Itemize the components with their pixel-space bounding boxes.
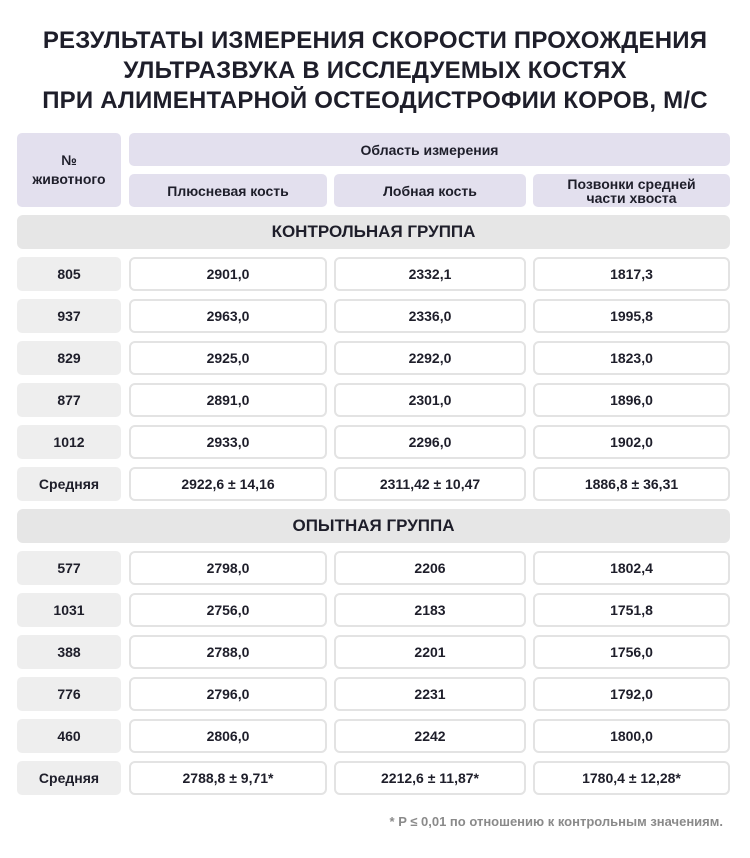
header-col-metatarsal-label: Плюсневая кость xyxy=(167,182,289,199)
header-col-metatarsal xyxy=(129,174,327,207)
header-col-tail-vertebrae xyxy=(533,174,730,207)
cell-tail-vertebrae-value: 1817,3 xyxy=(610,266,653,282)
header-measurement-area-label: Область измерения xyxy=(360,141,499,158)
cell-metatarsal-value: 2806,0 xyxy=(206,728,250,744)
row-label-value: 829 xyxy=(57,350,81,366)
cell-frontal xyxy=(334,341,526,375)
cell-metatarsal xyxy=(129,257,327,291)
cell-tail-vertebrae xyxy=(533,719,730,753)
cell-frontal-value: 2292,0 xyxy=(408,350,452,366)
cell-metatarsal xyxy=(129,719,327,753)
cell-tail-vertebrae xyxy=(533,425,730,459)
header-col-tail-line1: Позвонки средней xyxy=(567,175,696,192)
cell-tail-vertebrae-value: 1902,0 xyxy=(610,434,653,450)
row-label xyxy=(17,593,121,627)
header-animal-number-line1: № xyxy=(61,152,77,168)
row-label xyxy=(17,257,121,291)
cell-frontal xyxy=(334,719,526,753)
cell-metatarsal-value: 2901,0 xyxy=(206,266,250,282)
row-label-value: 877 xyxy=(57,392,81,408)
cell-tail-vertebrae-value: 1995,8 xyxy=(610,308,653,324)
row-label-value: 577 xyxy=(57,560,81,576)
cell-frontal xyxy=(334,551,526,585)
page-title xyxy=(0,26,750,116)
cell-metatarsal-value: 2925,0 xyxy=(206,350,250,366)
row-label-value: 937 xyxy=(57,308,81,324)
row-label-value: Средняя xyxy=(38,770,100,786)
cell-frontal xyxy=(334,425,526,459)
header-animal-number xyxy=(17,133,121,207)
cell-frontal-value: 2201 xyxy=(414,644,446,660)
cell-frontal-value: 2206 xyxy=(414,560,446,576)
cell-metatarsal-value: 2891,0 xyxy=(206,392,250,408)
cell-tail-vertebrae xyxy=(533,383,730,417)
row-label-value: 776 xyxy=(57,686,81,702)
footnote: * P ≤ 0,01 по отношению к контрольным значениям. xyxy=(389,814,723,829)
header-col-tail-line2: части хвоста xyxy=(586,189,677,206)
cell-tail-vertebrae xyxy=(533,593,730,627)
cell-tail-vertebrae xyxy=(533,761,730,795)
cell-frontal xyxy=(334,257,526,291)
row-label-value: Средняя xyxy=(38,476,100,492)
header-col-frontal-label: Лобная кость xyxy=(383,182,477,199)
cell-metatarsal-value: 2922,6 ± 14,16 xyxy=(181,476,275,492)
cell-tail-vertebrae-value: 1756,0 xyxy=(610,644,653,660)
cell-metatarsal xyxy=(129,593,327,627)
cell-tail-vertebrae xyxy=(533,299,730,333)
cell-metatarsal-value: 2756,0 xyxy=(206,602,250,618)
cell-tail-vertebrae-value: 1802,4 xyxy=(610,560,653,576)
row-label xyxy=(17,425,121,459)
header-col-frontal xyxy=(334,174,526,207)
cell-frontal-value: 2336,0 xyxy=(408,308,452,324)
cell-tail-vertebrae-value: 1780,4 ± 12,28* xyxy=(582,770,681,786)
cell-frontal xyxy=(334,677,526,711)
cell-frontal-value: 2183 xyxy=(414,602,446,618)
cell-metatarsal xyxy=(129,467,327,501)
cell-metatarsal xyxy=(129,299,327,333)
row-label-value: 1012 xyxy=(53,434,85,450)
cell-metatarsal xyxy=(129,341,327,375)
cell-frontal xyxy=(334,761,526,795)
cell-tail-vertebrae-value: 1823,0 xyxy=(610,350,653,366)
cell-tail-vertebrae-value: 1792,0 xyxy=(610,686,653,702)
cell-frontal-value: 2301,0 xyxy=(408,392,452,408)
header-measurement-area xyxy=(129,133,730,166)
cell-frontal-value: 2231 xyxy=(414,686,446,702)
cell-frontal xyxy=(334,299,526,333)
cell-frontal-value: 2212,6 ± 11,87* xyxy=(381,770,479,786)
cell-metatarsal xyxy=(129,425,327,459)
control-group-header xyxy=(17,215,730,249)
cell-tail-vertebrae xyxy=(533,635,730,669)
row-label xyxy=(17,635,121,669)
experimental-group-label: ОПЫТНАЯ ГРУППА xyxy=(292,516,455,535)
cell-metatarsal-value: 2788,0 xyxy=(206,644,250,660)
row-label-value: 1031 xyxy=(53,602,85,618)
cell-metatarsal-value: 2798,0 xyxy=(206,560,250,576)
cell-tail-vertebrae xyxy=(533,677,730,711)
row-label xyxy=(17,299,121,333)
cell-frontal-value: 2296,0 xyxy=(408,434,452,450)
cell-frontal-value: 2332,1 xyxy=(408,266,452,282)
row-label xyxy=(17,467,121,501)
cell-frontal xyxy=(334,383,526,417)
cell-tail-vertebrae xyxy=(533,257,730,291)
row-label xyxy=(17,761,121,795)
cell-tail-vertebrae-value: 1886,8 ± 36,31 xyxy=(584,476,679,492)
row-label xyxy=(17,719,121,753)
cell-tail-vertebrae-value: 1896,0 xyxy=(610,392,653,408)
title-line-3: ПРИ АЛИМЕНТАРНОЙ ОСТЕОДИСТРОФИИ КОРОВ, М/С xyxy=(42,87,708,114)
cell-tail-vertebrae xyxy=(533,341,730,375)
cell-metatarsal xyxy=(129,551,327,585)
cell-frontal xyxy=(334,593,526,627)
row-label xyxy=(17,551,121,585)
cell-tail-vertebrae-value: 1800,0 xyxy=(610,728,653,744)
cell-frontal-value: 2242 xyxy=(414,728,446,744)
cell-tail-vertebrae-value: 1751,8 xyxy=(610,602,653,618)
cell-frontal xyxy=(334,467,526,501)
cell-metatarsal xyxy=(129,677,327,711)
title-line-1: РЕЗУЛЬТАТЫ ИЗМЕРЕНИЯ СКОРОСТИ ПРОХОЖДЕНИЯ xyxy=(42,27,708,54)
title-line-2: УЛЬТРАЗВУКА В ИССЛЕДУЕМЫХ КОСТЯХ xyxy=(123,57,627,84)
row-label xyxy=(17,677,121,711)
experimental-group-header xyxy=(17,509,730,543)
row-label-value: 460 xyxy=(57,728,81,744)
cell-metatarsal-value: 2963,0 xyxy=(206,308,250,324)
cell-metatarsal xyxy=(129,635,327,669)
cell-metatarsal-value: 2796,0 xyxy=(206,686,250,702)
cell-metatarsal-value: 2788,8 ± 9,71* xyxy=(182,770,274,786)
cell-tail-vertebrae xyxy=(533,551,730,585)
header-animal-number-line2: животного xyxy=(32,171,106,187)
cell-frontal-value: 2311,42 ± 10,47 xyxy=(379,476,481,492)
row-label-value: 388 xyxy=(57,644,81,660)
cell-tail-vertebrae xyxy=(533,467,730,501)
row-label xyxy=(17,383,121,417)
cell-metatarsal-value: 2933,0 xyxy=(206,434,250,450)
control-group-label: КОНТРОЛЬНАЯ ГРУППА xyxy=(271,222,476,241)
row-label-value: 805 xyxy=(57,266,81,282)
row-label xyxy=(17,341,121,375)
cell-metatarsal xyxy=(129,383,327,417)
cell-frontal xyxy=(334,635,526,669)
cell-metatarsal xyxy=(129,761,327,795)
